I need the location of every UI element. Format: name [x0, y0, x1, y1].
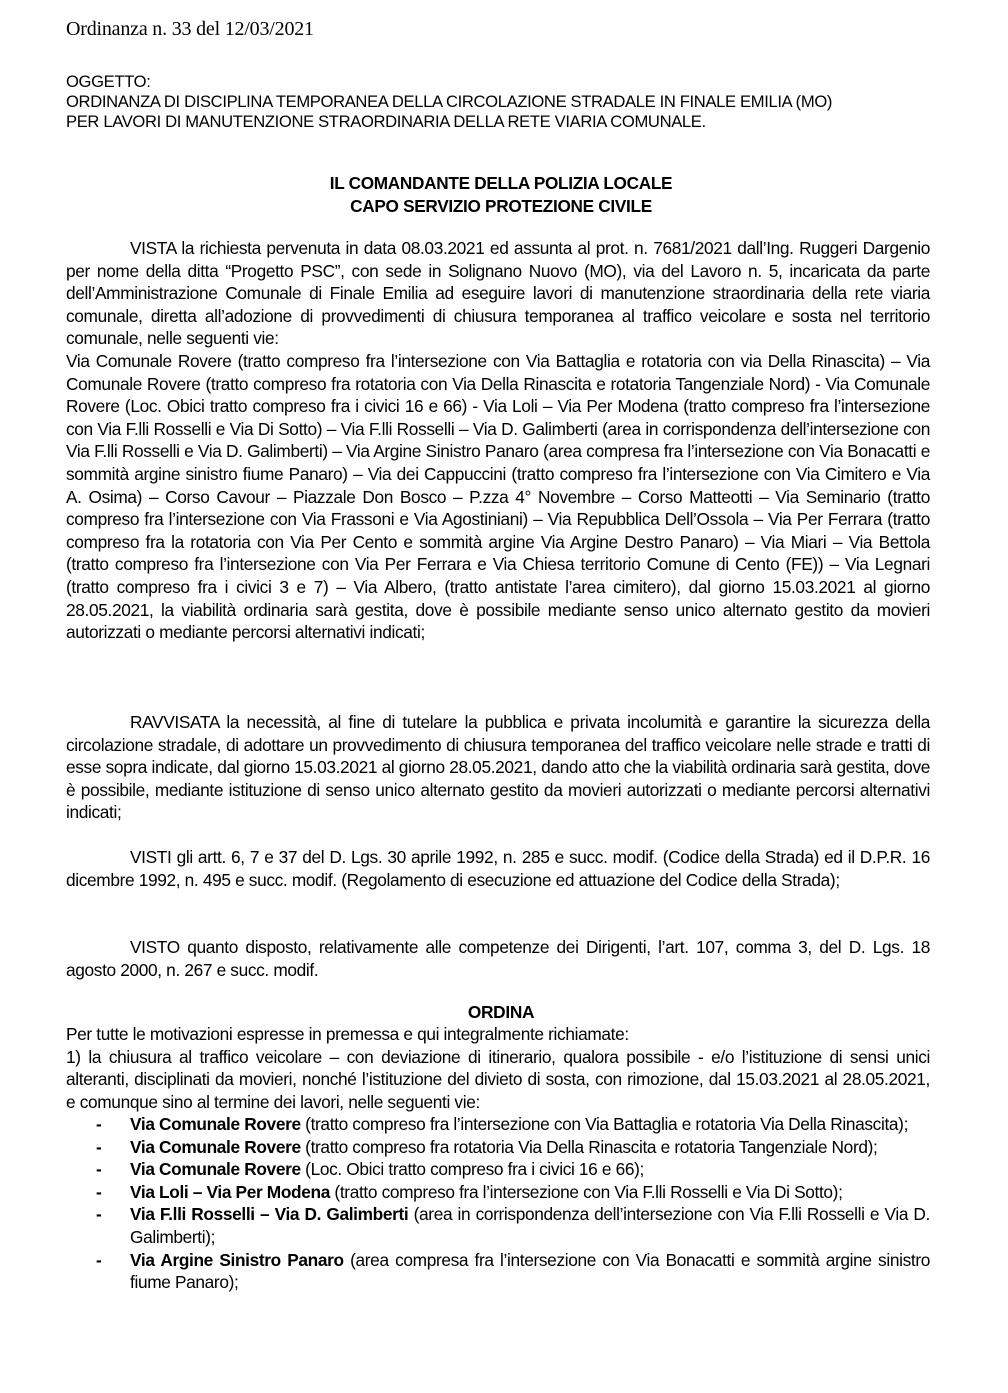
bullet-dash: - — [96, 1181, 102, 1202]
authority-line-1: IL COMANDANTE DELLA POLIZIA LOCALE — [329, 173, 673, 193]
premise-vista — [66, 237, 930, 644]
ordina-intro: Per tutte le motivazioni espresse in premessa e qui integralmente richiamate: — [66, 1024, 629, 1044]
bullet-dash: - — [96, 1136, 102, 1157]
bullet-dash: - — [96, 1204, 102, 1225]
street-list — [66, 1113, 930, 1294]
ordina-block — [66, 1023, 930, 1113]
list-item — [66, 1158, 930, 1181]
street-detail: (area in corrispondenza dell’intersezione con Via F.lli Rosselli e Via D. Galimberti); — [130, 1204, 930, 1247]
street-name: Via Comunale Rovere — [130, 1159, 301, 1180]
bullet-dash: - — [96, 1114, 102, 1134]
bullet-dash: - — [96, 1249, 102, 1270]
list-item — [66, 1136, 930, 1159]
street-name: Via F.lli Rosselli – Via D. Galimberti — [130, 1204, 409, 1225]
ordinance-reference: Ordinanza n. 33 del 12/03/2021 — [66, 18, 314, 40]
street-name: Via Loli – Via Per Modena — [130, 1181, 330, 1202]
street-detail: (tratto compreso fra rotatoria Via Della Rinascita e rotatoria Tangenziale Nord); — [300, 1136, 878, 1157]
subject-block — [66, 72, 946, 132]
ordina-heading: ORDINA — [467, 1002, 535, 1022]
list-item — [66, 1113, 930, 1136]
street-name: Via Comunale Rovere — [130, 1136, 301, 1157]
authority-heading — [66, 172, 936, 218]
visti-paragraph: VISTI gli artt. 6, 7 e 37 del D. Lgs. 30 aprile 1992, n. 285 e succ. modif. (Codice della Strada) ed il D.P.R. 16 dicembre 1992, n. 495 e succ. modif. (Regolamento di esecuzione ed attuazione del Codice della Strada); — [66, 847, 930, 890]
subject-line-1: ORDINANZA DI DISCIPLINA TEMPORANEA DELLA CIRCOLAZIONE STRADALE IN FINALE EMILIA (MO) — [66, 92, 833, 111]
ordina-point-1: 1) la chiusura al traffico veicolare – con deviazione di itinerario, qualora possibile - e/o l’istituzione di sensi unici alteranti, disciplinati da movieri, nonché l’istituzione del divieto di sosta, con rimozione, dal 15.03.2021 al 28.05.2021, e comunque sino al termine dei lavori, nelle seguenti vie: — [66, 1046, 930, 1112]
street-detail: (tratto compreso fra l’intersezione con Via Battaglia e rotatoria Via Della Rinascita); — [300, 1114, 909, 1134]
list-item — [66, 1203, 930, 1248]
vista-paragraph: VISTA la richiesta pervenuta in data 08.03.2021 ed assunta al prot. n. 7681/2021 dall’Ing. Ruggeri Dargenio per nome della ditta “Progetto PSC”, con sede in Solignano Nuovo (MO), via del Lavoro n. 5, incaricata da parte dell’Amministrazione Comunale di Finale Emilia ad eseguire lavori di manutenzione straordinaria della rete viaria comunale, diretta all’adozione di provvedimenti di chiusura temporanea al traffico veicolare e sosta nel territorio comunale, nelle seguenti vie: — [66, 238, 930, 349]
list-item — [66, 1181, 930, 1204]
subject-label: OGGETTO: — [66, 72, 151, 91]
visto-paragraph: VISTO quanto disposto, relativamente alle competenze dei Dirigenti, l’art. 107, comma 3, del D. Lgs. 18 agosto 2000, n. 267 e succ. modif. — [66, 937, 930, 980]
premise-visti — [66, 846, 930, 891]
premise-visto — [66, 936, 930, 981]
street-detail: (area compresa fra l’intersezione con Via Bonacatti e sommità argine sinistro fiume Panaro); — [130, 1249, 930, 1293]
subject-line-2: PER LAVORI DI MANUTENZIONE STRAORDINARIA DELLA RETE VIARIA COMUNALE. — [66, 112, 706, 131]
vista-streets-paragraph: Via Comunale Rovere (tratto compreso fra l’intersezione con Via Battaglia e rotatoria con via Della Rinascita) – Via Comunale Rovere (tratto compreso fra rotatoria con Via Della Rinascita e rotatoria Tangenziale Nord) - Via Comunale Rovere (Loc. Obici tratto compreso fra i civici 16 e 66) - Via Loli – Via Per Modena (tratto compreso fra l’intersezione con Via F.lli Rosselli e Via Di Sotto) – Via F.lli Rosselli – Via D. Galimberti (area in corrispondenza dell’intersezione con Via F.lli Rosselli e Via D. Galimberti) – Via Argine Sinistro Panaro (area compresa fra l’intersezione con Via Bonacatti e sommità argine sinistro fiume Panaro) – Via dei Cappuccini (tratto compreso fra l’intersezione con Via Cimitero e Via A. Osima) – Corso Cavour – Piazzale Don Bosco – P.zza 4° Novembre – Corso Matteotti – Via Seminario (tratto compreso fra l’intersezione con Via Frassoni e Via Agostiniani) – Via Repubblica Dell’Ossola – Via Per Ferrara (tratto compreso fra la rotatoria con Via Per Cento e sommità argine Via Argine Destro Panaro) – Via Miari – Via Bettola (tratto compreso fra l’intersezione con Via Per Ferrara e Via Chiesa territorio Comune di Cento (FE)) – Via Legnari (tratto compreso fra i civici 3 e 7) – Via Albero, (tratto antistate l’area cimitero), dal giorno 15.03.2021 al giorno 28.05.2021, la viabilità ordinaria sarà gestita, dove è possibile mediante senso unico alternato gestito da movieri autorizzati o mediante percorsi alternativi indicati; — [66, 350, 930, 643]
street-name: Via Comunale Rovere — [130, 1114, 301, 1134]
ravvisata-paragraph: RAVVISATA la necessità, al fine di tutelare la pubblica e privata incolumità e garantire la sicurezza della circolazione stradale, di adottare un provvedimento di chiusura temporanea del traffico veicolare nelle strade e tratti di esse sopra indicate, dal giorno 15.03.2021 al giorno 28.05.2021, dando atto che la viabilità ordinaria sarà gestita, dove è possibile, mediante istituzione di senso unico alternato gestito da movieri autorizzati o mediante percorsi alternativi indicati; — [66, 712, 930, 823]
list-item — [66, 1249, 930, 1294]
street-detail: (tratto compreso fra l’intersezione con Via F.lli Rosselli e Via Di Sotto); — [329, 1181, 843, 1202]
street-name: Via Argine Sinistro Panaro — [130, 1249, 344, 1270]
premise-ravvisata — [66, 711, 930, 824]
bullet-dash: - — [96, 1159, 102, 1180]
authority-line-2: CAPO SERVIZIO PROTEZIONE CIVILE — [350, 196, 652, 216]
street-detail: (Loc. Obici tratto compreso fra i civici 16 e 66); — [300, 1159, 644, 1180]
